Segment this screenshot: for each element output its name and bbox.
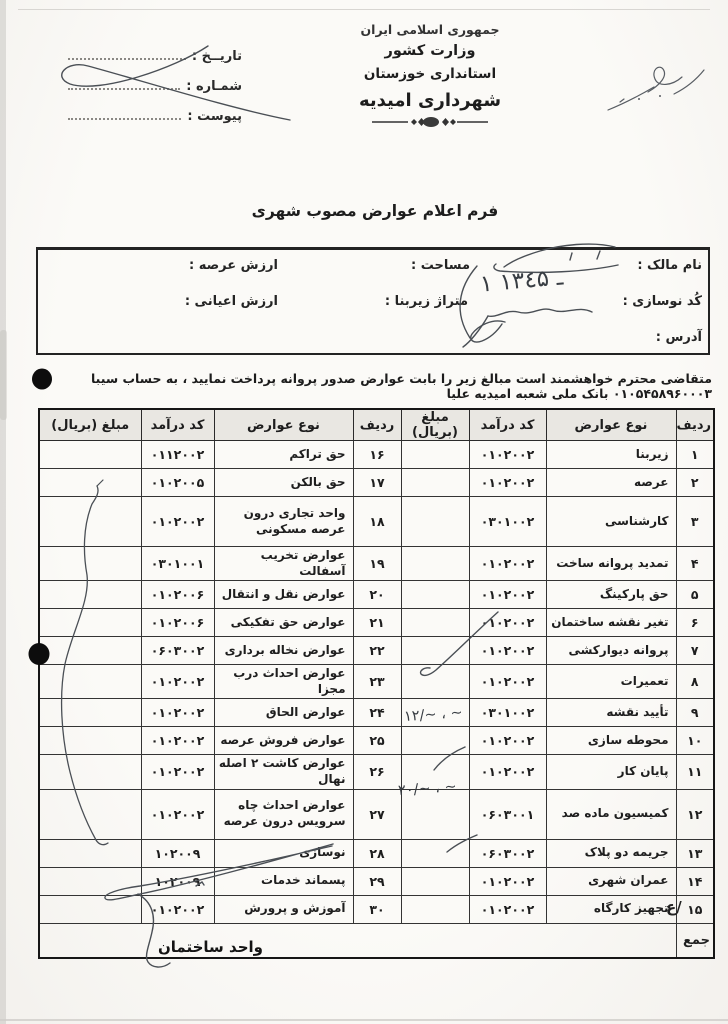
column-header: کد درآمد bbox=[469, 409, 546, 441]
owner-name-label: نام مالک : bbox=[637, 258, 702, 273]
form-title: فرم اعلام عوارض مصوب شهری bbox=[251, 202, 499, 220]
fee-name-cell: عوارض احداث درب مجزا bbox=[214, 665, 353, 699]
row-number-cell: ۱۷ bbox=[353, 469, 401, 497]
amount-cell bbox=[39, 469, 141, 497]
letter-meta-block bbox=[66, 34, 242, 124]
amount-cell bbox=[401, 469, 469, 497]
row-number-cell: ۲۴ bbox=[353, 699, 401, 727]
fee-name-cell: عوارض کاشت ۲ اصله نهال bbox=[214, 755, 353, 789]
income-code-cell: ۰۱۰۲۰۰۲ bbox=[141, 497, 214, 547]
amount-cell bbox=[401, 609, 469, 637]
number-blank-line bbox=[68, 87, 180, 90]
table-row bbox=[39, 665, 714, 699]
row-number-cell: ۲۶ bbox=[353, 755, 401, 789]
row-number-cell: ۳ bbox=[676, 497, 714, 547]
amount-cell bbox=[39, 497, 141, 547]
fee-name-cell: عوارض نقل و انتقال bbox=[214, 581, 353, 609]
income-code-cell: ۱۰۲۰۰۹ bbox=[141, 839, 214, 867]
amount-cell bbox=[401, 727, 469, 755]
amount-cell bbox=[39, 867, 141, 895]
table-row bbox=[39, 699, 714, 727]
row-number-cell: ۱ bbox=[676, 441, 714, 469]
fee-name-cell: تغیر نقشه ساختمان bbox=[546, 609, 676, 637]
amount-cell bbox=[39, 665, 141, 699]
table-row bbox=[39, 789, 714, 839]
income-code-cell: ۰۱۰۲۰۰۶ bbox=[141, 581, 214, 609]
income-code-cell: ۰۱۰۲۰۰۶ bbox=[141, 609, 214, 637]
land-value-label: ارزش عرصه : bbox=[188, 258, 278, 273]
row-number-cell: ۲۰ bbox=[353, 581, 401, 609]
amount-cell bbox=[401, 755, 469, 789]
income-code-cell: ۰۱۰۲۰۰۲ bbox=[141, 699, 214, 727]
table-row bbox=[39, 867, 714, 895]
row-number-cell: ۲۲ bbox=[353, 637, 401, 665]
fee-name-cell: عوارض تخریب آسفالت bbox=[214, 547, 353, 581]
column-header: ردیف bbox=[676, 409, 714, 441]
built-area-label: متراژ زیربنا : bbox=[384, 294, 468, 309]
row-number-cell: ۱۳ bbox=[676, 839, 714, 867]
amount-cell bbox=[401, 665, 469, 699]
row-number-cell: ۱۶ bbox=[353, 441, 401, 469]
owner-fields-box bbox=[36, 247, 710, 355]
table-row bbox=[39, 497, 714, 547]
handwritten-amount-row13: ۲۰/~ ، ~ bbox=[397, 778, 458, 800]
income-code-cell: ۰۱۰۲۰۰۲ bbox=[141, 895, 214, 923]
fee-name-cell: نوسازی bbox=[214, 839, 353, 867]
letterhead-municipality: شهرداری امیدیه bbox=[358, 90, 502, 111]
fee-name-cell: آموزش و پرورش bbox=[214, 895, 353, 923]
amount-cell bbox=[39, 727, 141, 755]
row-number-cell: ۲۹ bbox=[353, 867, 401, 895]
total-label-cell: جمع bbox=[676, 923, 714, 958]
row-number-cell: ۲ bbox=[676, 469, 714, 497]
date-label: تاریــخ : bbox=[191, 49, 242, 64]
date-blank-line bbox=[68, 57, 186, 60]
fee-name-cell: واحد تجاری درون عرصه مسکونی bbox=[214, 497, 353, 547]
fee-name-cell: جریمه دو پلاک bbox=[546, 839, 676, 867]
income-code-cell: ۰۱۰۲۰۰۲ bbox=[141, 789, 214, 839]
building-unit-label: واحد ساختمان bbox=[158, 938, 263, 956]
income-code-cell: ۰۱۰۲۰۰۲ bbox=[469, 867, 546, 895]
table-row bbox=[39, 637, 714, 665]
income-code-cell: ۰۱۰۲۰۰۲ bbox=[469, 637, 546, 665]
income-code-cell: ۰۱۰۲۰۰۲ bbox=[141, 727, 214, 755]
row-number-cell: ۱۴ bbox=[676, 867, 714, 895]
column-header: مبلغ (بریال) bbox=[401, 409, 469, 441]
total-row bbox=[39, 923, 714, 958]
letterhead-ornament bbox=[370, 114, 490, 130]
income-code-cell: ۰۱۰۲۰۰۲ bbox=[141, 665, 214, 699]
row-number-cell: ۱۰ bbox=[676, 727, 714, 755]
attachment-field bbox=[66, 94, 242, 124]
income-code-cell: ۰۱۰۲۰۰۲ bbox=[469, 469, 546, 497]
row-number-cell: ۱۸ bbox=[353, 497, 401, 547]
income-code-cell: ۰۱۰۲۰۰۲ bbox=[141, 755, 214, 789]
total-value-cell bbox=[39, 923, 676, 958]
fee-name-cell: محوطه سازی bbox=[546, 727, 676, 755]
fees-table-wrap bbox=[38, 408, 715, 959]
row-number-cell: ۹ bbox=[676, 699, 714, 727]
amount-cell bbox=[401, 547, 469, 581]
income-code-cell: ۰۳۰۱۰۰۲ bbox=[469, 497, 546, 547]
row-number-cell: ۷ bbox=[676, 637, 714, 665]
fee-name-cell: تعمیرات bbox=[546, 665, 676, 699]
income-code-cell: ۰۶۰۳۰۰۲ bbox=[141, 637, 214, 665]
table-row bbox=[39, 547, 714, 581]
fee-name-cell: عوارض نخاله برداری bbox=[214, 637, 353, 665]
amount-cell bbox=[39, 755, 141, 789]
amount-cell bbox=[39, 547, 141, 581]
row-number-cell: ۱۹ bbox=[353, 547, 401, 581]
letterhead-governorate: استانداری خوزستان bbox=[363, 66, 497, 82]
fee-name-cell: عمران شهری bbox=[546, 867, 676, 895]
fees-table bbox=[38, 408, 715, 959]
income-code-cell: ۰۱۰۲۰۰۵ bbox=[141, 469, 214, 497]
amount-cell bbox=[401, 789, 469, 839]
amount-cell bbox=[39, 839, 141, 867]
fee-name-cell: پایان کار bbox=[546, 755, 676, 789]
amount-cell bbox=[39, 441, 141, 469]
amount-cell bbox=[401, 839, 469, 867]
fee-name-cell: عوارض حق تفکیکی bbox=[214, 609, 353, 637]
column-header: کد درآمد bbox=[141, 409, 214, 441]
number-label: شمـاره : bbox=[186, 79, 242, 94]
fee-name-cell: پسماند خدمات bbox=[214, 867, 353, 895]
income-code-cell: ۰۱۰۲۰۰۲ bbox=[469, 547, 546, 581]
amount-cell bbox=[401, 581, 469, 609]
area-label: مساحت : bbox=[410, 258, 470, 273]
income-code-cell: ۰۱۰۲۰۰۲ bbox=[469, 581, 546, 609]
amount-cell bbox=[401, 637, 469, 665]
table-row bbox=[39, 755, 714, 789]
amount-cell bbox=[401, 895, 469, 923]
amount-cell bbox=[401, 497, 469, 547]
row-number-cell: ۲۵ bbox=[353, 727, 401, 755]
handwritten-amount-row11: ۱۲/~ ، ~ bbox=[403, 704, 464, 726]
amount-cell bbox=[401, 699, 469, 727]
income-code-cell: ۰۱۱۲۰۰۲ bbox=[141, 441, 214, 469]
table-row bbox=[39, 609, 714, 637]
fee-name-cell: عوارض الحاق bbox=[214, 699, 353, 727]
amount-cell bbox=[39, 637, 141, 665]
row-number-cell: ۲۱ bbox=[353, 609, 401, 637]
row-number-cell: ۴ bbox=[676, 547, 714, 581]
fee-name-cell: عوارض فروش عرصه bbox=[214, 727, 353, 755]
income-code-cell: ۰۱۰۲۰۰۲ bbox=[469, 727, 546, 755]
fee-name-cell: تجهیز کارگاه bbox=[546, 895, 676, 923]
income-code-cell: ۰۱۰۲۰۰۲ bbox=[469, 609, 546, 637]
income-code-cell: ۰۶۰۳۰۰۱ bbox=[469, 789, 546, 839]
fees-table-body bbox=[39, 409, 714, 958]
scan-edge-left bbox=[0, 0, 6, 1024]
table-row bbox=[39, 469, 714, 497]
fee-name-cell: عرصه bbox=[546, 469, 676, 497]
table-row bbox=[39, 441, 714, 469]
table-row bbox=[39, 895, 714, 923]
fee-name-cell: کمیسیون ماده صد bbox=[546, 789, 676, 839]
row-number-cell: ۵ bbox=[676, 581, 714, 609]
fee-name-cell: حق پارکینگ bbox=[546, 581, 676, 609]
scan-edge-bottom bbox=[0, 1019, 728, 1021]
row-number-cell: ۸ bbox=[676, 665, 714, 699]
letterhead bbox=[290, 22, 570, 134]
fee-name-cell: تأیید نقشه bbox=[546, 699, 676, 727]
date-field bbox=[66, 34, 242, 64]
income-code-cell: ۰۱۰۲۰۰۲ bbox=[469, 755, 546, 789]
income-code-cell: ۱۰۲۰۰۹ bbox=[141, 867, 214, 895]
letterhead-country: جمهوری اسلامی ایران bbox=[360, 22, 500, 37]
address-label: آدرس : bbox=[655, 330, 702, 345]
row-number-cell: ۶ bbox=[676, 609, 714, 637]
handwritten-renovation-code: ۱ ـ ۱۳٤۵ bbox=[479, 264, 565, 298]
fee-name-cell: کارشناسی bbox=[546, 497, 676, 547]
column-header: ردیف bbox=[353, 409, 401, 441]
amount-cell bbox=[39, 789, 141, 839]
amount-cell bbox=[39, 895, 141, 923]
attachment-blank-line bbox=[68, 117, 181, 120]
renovation-code-label: کُد نوسازی : bbox=[622, 294, 702, 309]
fee-name-cell: پروانه دیوارکشی bbox=[546, 637, 676, 665]
row-number-cell: ۱۵ bbox=[676, 895, 714, 923]
table-row bbox=[39, 581, 714, 609]
bismillah-calligraphy bbox=[590, 52, 714, 126]
fee-name-cell: حق بالکن bbox=[214, 469, 353, 497]
fee-name-cell: عوارض احداث چاه سرویس درون عرصه bbox=[214, 789, 353, 839]
letterhead-ministry: وزارت کشور bbox=[384, 43, 476, 59]
amount-cell bbox=[39, 609, 141, 637]
margin-mark: ع/ bbox=[666, 898, 682, 916]
amount-cell bbox=[39, 699, 141, 727]
income-code-cell: ۰۱۰۲۰۰۲ bbox=[469, 441, 546, 469]
income-code-cell: ۰۳۰۱۰۰۱ bbox=[141, 547, 214, 581]
payment-note: متقاضی محترم خواهشمند است مبالغ زیر را بابت عوارض صدور پروانه پرداخت نمایید ، به حساب سیبا ۰۱۰۵۴۵۸۹۶۰۰۰۳ بانک ملی شعبه امیدیه علیا bbox=[90, 371, 712, 401]
table-row bbox=[39, 839, 714, 867]
scan-smudge bbox=[0, 330, 7, 420]
fee-name-cell: زیربنا bbox=[546, 441, 676, 469]
fee-name-cell: حق تراکم bbox=[214, 441, 353, 469]
column-header: نوع عوارض bbox=[546, 409, 676, 441]
income-code-cell: ۰۶۰۳۰۰۲ bbox=[469, 839, 546, 867]
amount-cell bbox=[401, 867, 469, 895]
income-code-cell: ۰۱۰۲۰۰۲ bbox=[469, 895, 546, 923]
row-number-cell: ۲۳ bbox=[353, 665, 401, 699]
header-row bbox=[39, 409, 714, 441]
attachment-label: پیوست : bbox=[187, 109, 242, 124]
row-number-cell: ۲۸ bbox=[353, 839, 401, 867]
fee-name-cell: تمدید پروانه ساخت bbox=[546, 547, 676, 581]
scan-edge-top bbox=[18, 9, 710, 10]
column-header: نوع عوارض bbox=[214, 409, 353, 441]
row-number-cell: ۱۲ bbox=[676, 789, 714, 839]
amount-cell bbox=[401, 441, 469, 469]
row-number-cell: ۳۰ bbox=[353, 895, 401, 923]
building-value-label: ارزش اعیانی : bbox=[184, 294, 278, 309]
table-row bbox=[39, 727, 714, 755]
row-number-cell: ۲۷ bbox=[353, 789, 401, 839]
income-code-cell: ۰۳۰۱۰۰۲ bbox=[469, 699, 546, 727]
row-number-cell: ۱۱ bbox=[676, 755, 714, 789]
column-header: مبلغ (بریال) bbox=[39, 409, 141, 441]
number-field bbox=[66, 64, 242, 94]
income-code-cell: ۰۱۰۲۰۰۲ bbox=[469, 665, 546, 699]
amount-cell bbox=[39, 581, 141, 609]
